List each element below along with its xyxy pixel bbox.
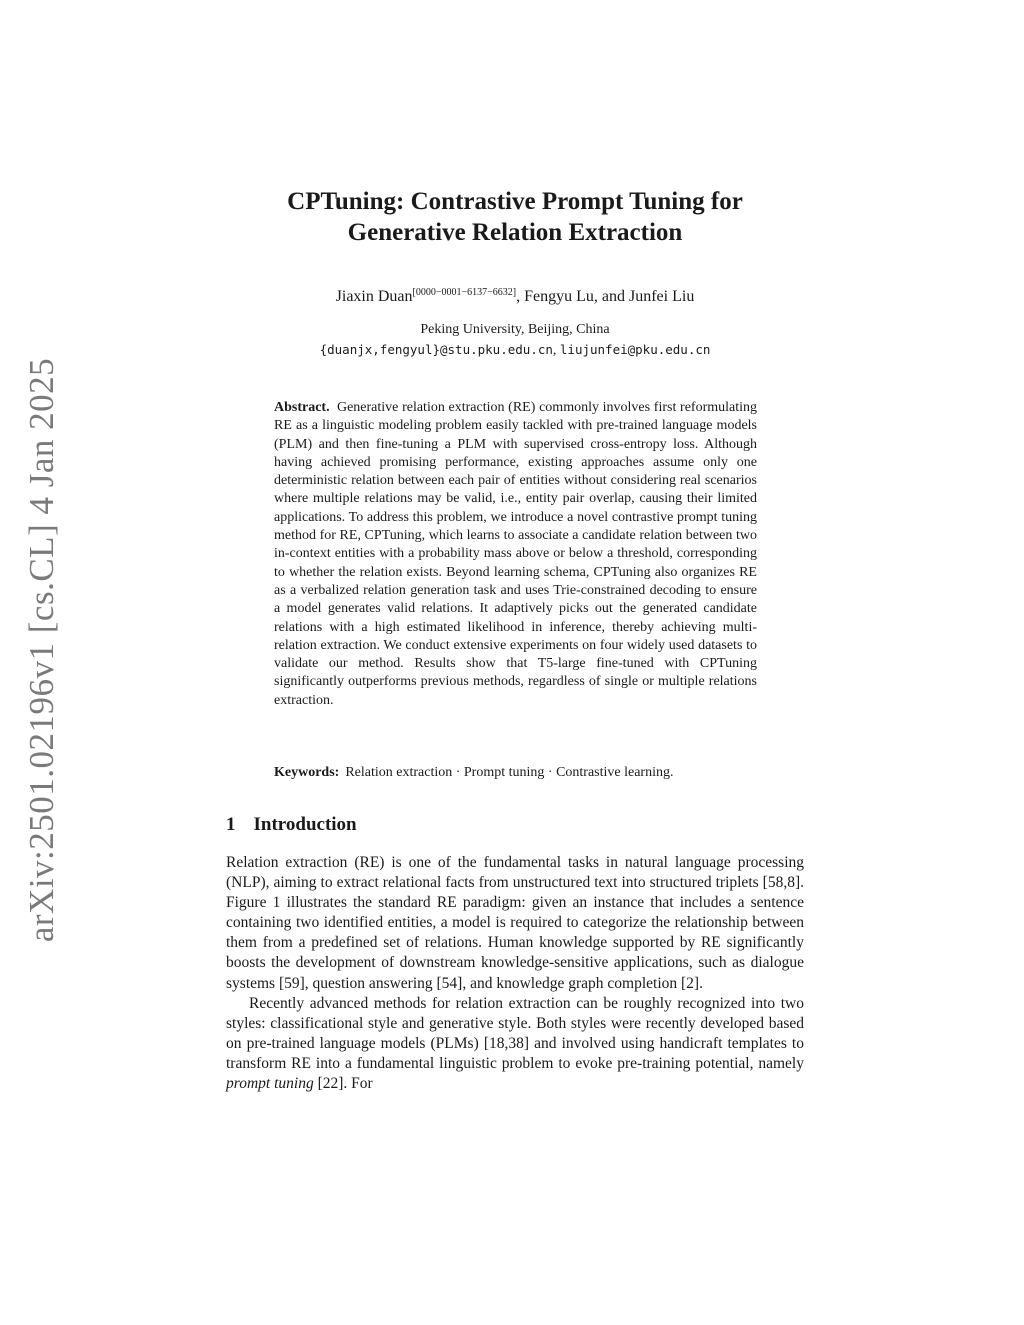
authors-rest: , Fengyu Lu, and Junfei Liu (516, 288, 695, 305)
keywords-text: Relation extraction · Prompt tuning · Contrastive learning. (345, 765, 674, 780)
paragraph-2-text: Recently advanced methods for relation extraction can be roughly recognized into two styles: classificational style and generative style. Both styles were recently developed based on pre-trained language models (PLMs) [18,38] and involved using handicraft templates to transform RE into a fundamental linguistic problem to evoke pre-training potential, namely (226, 994, 804, 1072)
author-first: Jiaxin Duan (335, 288, 413, 305)
prompt-tuning-term: prompt tuning (226, 1075, 314, 1093)
email-separator: , (552, 343, 560, 358)
affiliation: Peking University, Beijing, China (420, 322, 610, 337)
author-list (214, 283, 816, 307)
keywords (274, 764, 757, 782)
paragraph-2 (226, 994, 804, 1094)
abstract-label: Abstract. (274, 400, 330, 415)
abstract (274, 399, 757, 710)
paper-title (214, 186, 816, 248)
orcid-id: [0000−0001−6137−6632] (412, 287, 517, 298)
section-title: Introduction (253, 814, 357, 835)
affiliation-block (214, 320, 816, 361)
section-number: 1 (226, 814, 236, 835)
title-line-1: CPTuning: Contrastive Prompt Tuning for (287, 188, 743, 215)
email-group: {duanjx,fengyul}@stu.pku.edu.cn (319, 342, 553, 357)
section-heading-introduction (226, 813, 357, 837)
title-line-2: Generative Relation Extraction (347, 219, 683, 246)
abstract-text: Generative relation extraction (RE) commonly involves first reformulating RE as a linguistic modeling problem easily tackled with pre-trained language models (PLM) and then fine-tuning a PLM with supervised cross-entropy loss. Although having achieved promising performance, existing approaches assume only one deterministic relation between each pair of entities without considering real scenarios where multiple relations may be valid, i.e., entity pair overlap, causing their limited applications. To address this problem, we introduce a novel contrastive prompt tuning method for RE, CPTuning, which learns to associate a candidate relation between two in-context entities with a probability mass above or below a threshold, corresponding to whether the relation exists. Beyond learning schema, CPTuning also organizes RE as a verbalized relation generation task and uses Trie-constrained decoding to ensure a model generates valid relations. It adaptively picks out the generated candidate relations with a high estimated likelihood in inference, thereby achieving multi-relation extraction. We conduct extensive experiments on four widely used datasets to validate our method. Results show that T5-large fine-tuned with CPTuning significantly outperforms previous methods, regardless of single or multiple relations extraction. (274, 400, 757, 708)
introduction-body (226, 853, 804, 1094)
email-corresponding: liujunfei@pku.edu.cn (559, 342, 711, 357)
email-line (214, 340, 816, 361)
arxiv-identifier (22, 357, 62, 943)
paragraph-2-tail: [22]. For (313, 1075, 373, 1093)
paragraph-1: Relation extraction (RE) is one of the fundamental tasks in natural language processing (NLP), aiming to extract relational facts from unstructured text into structured triplets [58,8]. Figure 1 illustrates the standard RE paradigm: given an instance that includes a sentence containing two identified entities, a model is required to categorize the relationship between them from a predefined set of relations. Human knowledge supported by RE significantly boosts the development of downstream knowledge-sensitive applications, such as dialogue systems [59], question answering [54], and knowledge graph completion [2]. (226, 854, 804, 992)
arxiv-identifier-text: arXiv:2501.02196v1 [cs.CL] 4 Jan 2025 (22, 357, 62, 943)
keywords-label: Keywords: (274, 765, 340, 780)
